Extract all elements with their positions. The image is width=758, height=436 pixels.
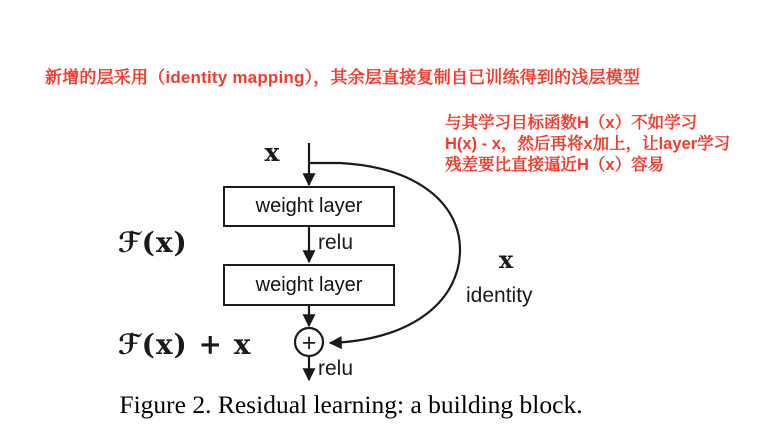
input-x-label: x (264, 138, 280, 167)
f-of-x-plus-x-label: ℱ(x) + x (118, 328, 252, 361)
plus-icon: + (301, 329, 317, 357)
weight-layer-1-label: weight layer (255, 195, 363, 217)
annotation-top: 新增的层采用（identity mapping），其余层直接复制自已训练得到的浅层模型 (45, 68, 641, 87)
identity-x-label: x (498, 245, 514, 274)
relu-label-1: relu (318, 231, 354, 254)
annotation-side-line: 与其学习目标函数H（x）不如学习 (445, 114, 698, 132)
annotation-side-line: H(x) - x，然后再将x加上，让layer学习 (445, 135, 731, 153)
weight-layer-2-label: weight layer (255, 273, 363, 296)
relu-label-2: relu (318, 357, 354, 380)
f-of-x-label: ℱ(x) (118, 226, 188, 259)
identity-label: identity (466, 284, 533, 307)
annotation-side-line: 残差要比直接逼近H（x）容易 (445, 156, 665, 174)
figure-caption: Figure 2. Residual learning: a building block. (119, 390, 583, 419)
